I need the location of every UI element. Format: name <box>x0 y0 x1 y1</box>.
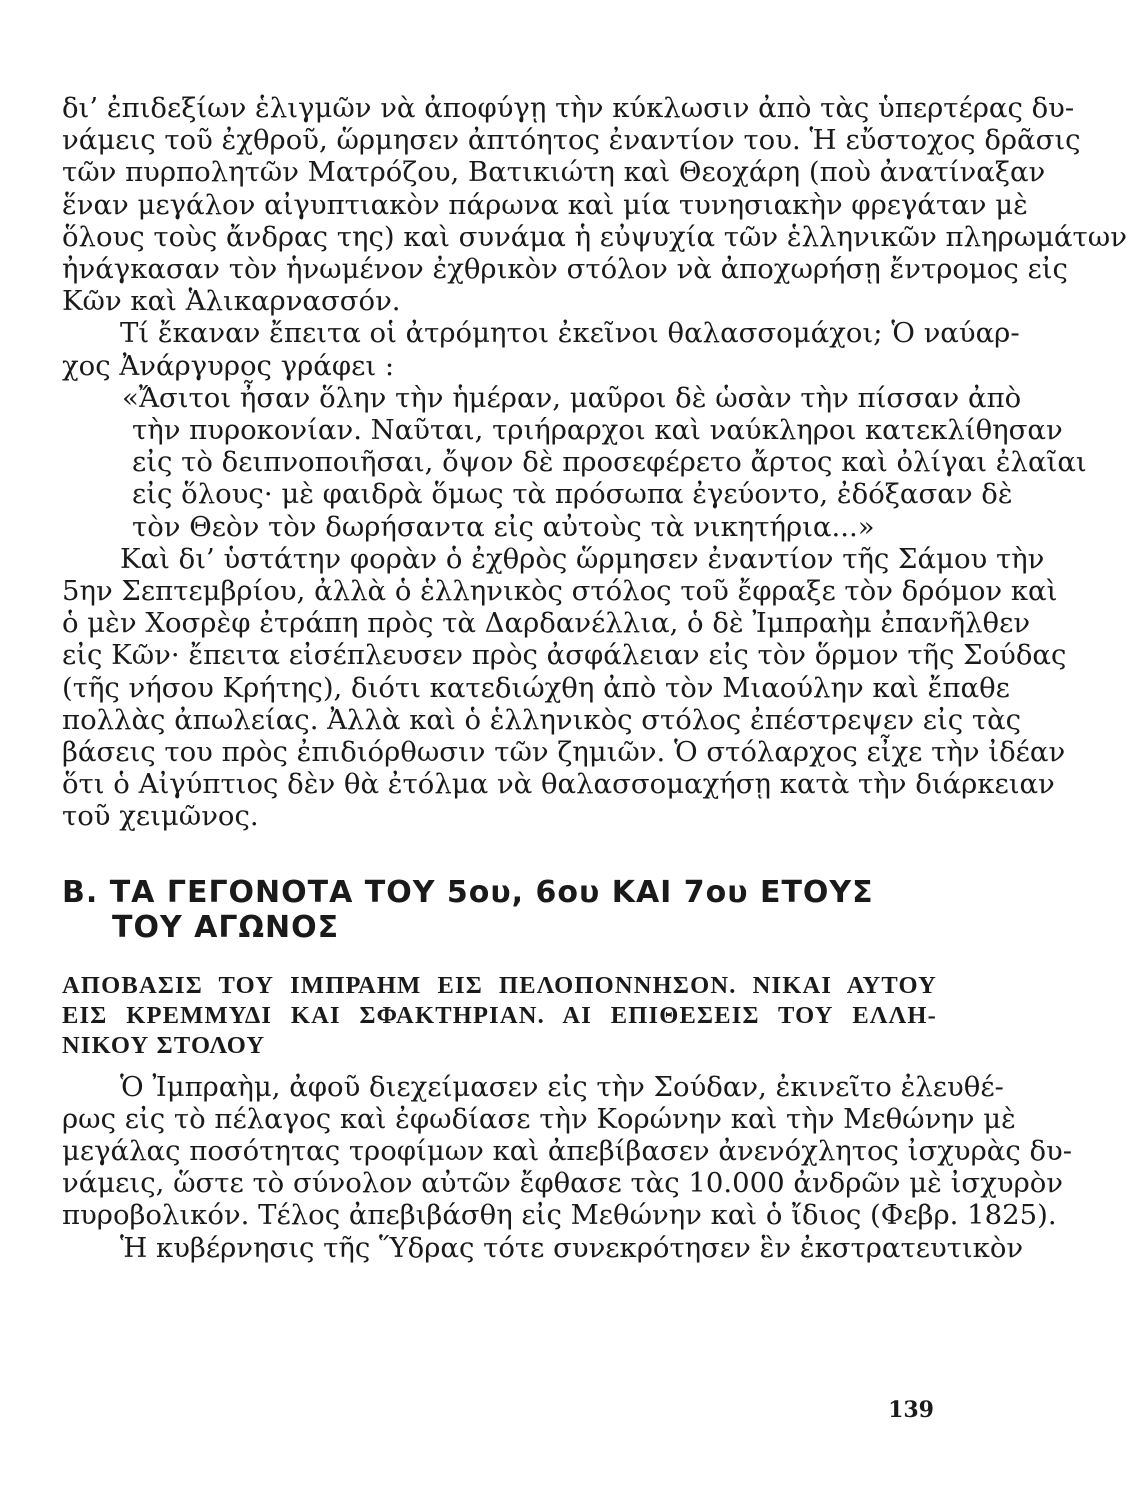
text-line: Ἡ κυβέρνησις τῆς Ὕδρας τότε συνεκρότησεν ἓν ἐκστρατευτικὸν <box>120 1231 1024 1264</box>
subheading-line: ΝΙΚΟΥ ΣΤΟΛΟΥ <box>62 1031 266 1059</box>
text-line: ὁ μὲν Χοσρὲφ ἐτράπη πρὸς τὰ Δαρδανέλλια, ὁ δὲ Ἰμπραὴμ ἐπανῆλθεν <box>62 607 1031 640</box>
text-line: 5ην Σεπτεμβρίου, ἀλλὰ ὁ ἑλληνικὸς στόλος τοῦ ἔφραξε τὸν δρόμον καὶ <box>62 575 1058 608</box>
text-line: βάσεις του πρὸς ἐπιδιόρθωσιν τῶν ζημιῶν. Ὁ στόλαρχος εἶχε τὴν ἰδέαν <box>62 736 1066 769</box>
text-line: ὅτι ὁ Αἰγύπτιος δὲν θὰ ἐτόλμα νὰ θαλασσομαχήσῃ κατὰ τὴν διάρκειαν <box>62 768 1055 801</box>
subheading-line: ΑΠΟΒΑΣΙΣ ΤΟΥ ΙΜΠΡΑΗΜ ΕΙΣ ΠΕΛΟΠΟΝΝΗΣΟΝ. ΝΙΚΑΙ ΑΥΤΟΥ <box>62 971 937 999</box>
text-line: Κῶν καὶ Ἁλικαρνασσόν. <box>62 285 401 318</box>
text-line: νάμεις τοῦ ἐχθροῦ, ὥρμησεν ἀπτόητος ἐναντίον του. Ἡ εὔστοχος δρᾶσις <box>62 124 1081 157</box>
section-heading-line: Β. ΤΑ ΓΕΓΟΝΟΤΑ ΤΟΥ 5ου, 6ου ΚΑΙ 7ου ΕΤΟΥΣ <box>62 874 874 910</box>
text-line: τοῦ χειμῶνος. <box>62 800 259 833</box>
text-line: πολλὰς ἀπωλείας. Ἀλλὰ καὶ ὁ ἑλληνικὸς στόλος ἐπέστρεψεν εἰς τὰς <box>62 703 1022 736</box>
text-line: Ὁ Ἰμπραὴμ, ἀφοῦ διεχείμασεν εἰς τὴν Σούδαν, ἐκινεῖτο ἐλευθέ- <box>120 1070 1004 1103</box>
paragraph <box>62 1070 1073 1232</box>
quote-line: εἰς ὅλους· μὲ φαιδρὰ ὅμως τὰ πρόσωπα ἐγεύοντο, ἐδόξασαν δὲ <box>132 478 1013 511</box>
quote-line: «Ἄσιτοι ἦσαν ὅλην τὴν ἡμέραν, μαῦροι δὲ ὡσὰν τὴν πίσσαν ἀπὸ <box>122 381 1022 414</box>
block-quote <box>62 381 1087 543</box>
quote-line: εἰς τὸ δειπνοποιῆσαι, ὄψον δὲ προσεφέρετο ἄρτος καὶ ὀλίγαι ἐλαῖαι <box>132 446 1087 479</box>
text-line: ὅλους τοὺς ἄνδρας της) καὶ συνάμα ἡ εὐψυχία τῶν ἑλληνικῶν πληρωμάτων <box>62 220 1127 253</box>
subheading <box>62 971 937 1061</box>
subheading-line: ΕΙΣ ΚΡΕΜΜΥΔΙ ΚΑΙ ΣΦΑΚΤΗΡΙΑΝ. ΑΙ ΕΠΙΘΕΣΕΙΣ ΤΟΥ ΕΛΛΗ- <box>62 1001 937 1029</box>
text-line: δι’ ἐπιδεξίων ἑλιγμῶν νὰ ἀποφύγῃ τὴν κύκλωσιν ἀπὸ τὰς ὑπερτέρας δυ- <box>62 92 1075 124</box>
text-line: πυροβολικόν. Τέλος ἀπεβιβάσθη εἰς Μεθώνην καὶ ὁ ἴδιος (Φεβρ. 1825). <box>62 1199 1057 1232</box>
quote-line: τὴν πυροκονίαν. Ναῦται, τριήραρχοι καὶ ναύκληροι κατεκλίθησαν <box>132 414 1063 447</box>
text-line: ἠνάγκασαν τὸν ἡνωμένον ἐχθρικὸν στόλον νὰ ἀποχωρήσῃ ἔντρομος εἰς <box>62 253 1068 286</box>
text-line: (τῆς νήσου Κρήτης), διότι κατεδιώχθη ἀπὸ τὸν Μιαούλην καὶ ἔπαθε <box>62 671 1010 704</box>
page-body <box>62 86 1127 1264</box>
page-number: 139 <box>888 1397 934 1423</box>
text-line: μεγάλας ποσότητας τροφίμων καὶ ἀπεβίβασεν ἀνενόχλητος ἰσχυρὰς δυ- <box>62 1135 1073 1168</box>
text-line: Καὶ δι’ ὑστάτην φορὰν ὁ ἐχθρὸς ὥρμησεν ἐναντίον τῆς Σάμου τὴν <box>120 542 1045 575</box>
paragraph <box>62 542 1067 833</box>
text-line: Τί ἔκαναν ἔπειτα οἱ ἀτρόμητοι ἐκεῖνοι θαλασσομάχοι; Ὁ ναύαρ- <box>120 317 1020 350</box>
paragraph <box>62 1231 1024 1264</box>
text-line: ἕναν μεγάλον αἰγυπτιακὸν πάρωνα καὶ μία τυνησιακὴν φρεγάταν μὲ <box>62 188 1028 221</box>
text-line: χος Ἀνάργυρος γράφει : <box>62 349 395 382</box>
paragraph <box>62 92 1127 318</box>
section-heading <box>62 875 937 945</box>
section-heading-line: ΤΟΥ ΑΓΩΝΟΣ <box>112 909 340 945</box>
paragraph <box>62 317 1020 382</box>
text-line: εἰς Κῶν· ἔπειτα εἰσέπλευσεν πρὸς ἀσφάλειαν εἰς τὸν ὅρμον τῆς Σούδας <box>62 639 1067 672</box>
text-line: τῶν πυρπολητῶν Ματρόζου, Βατικιώτη καὶ Θεοχάρη (ποὺ ἀνατίναξαν <box>62 156 1046 189</box>
text-line: νάμεις, ὥστε τὸ σύνολον αὐτῶν ἔφθασε τὰς 10.000 ἀνδρῶν μὲ ἰσχυρὸν <box>62 1167 1064 1200</box>
text-line: ρως εἰς τὸ πέλαγος καὶ ἐφωδίασε τὴν Κορώνην καὶ τὴν Μεθώνην μὲ <box>62 1102 1016 1135</box>
quote-line: τὸν Θεὸν τὸν δωρήσαντα εἰς αὐτοὺς τὰ νικητήρια...» <box>132 510 875 543</box>
